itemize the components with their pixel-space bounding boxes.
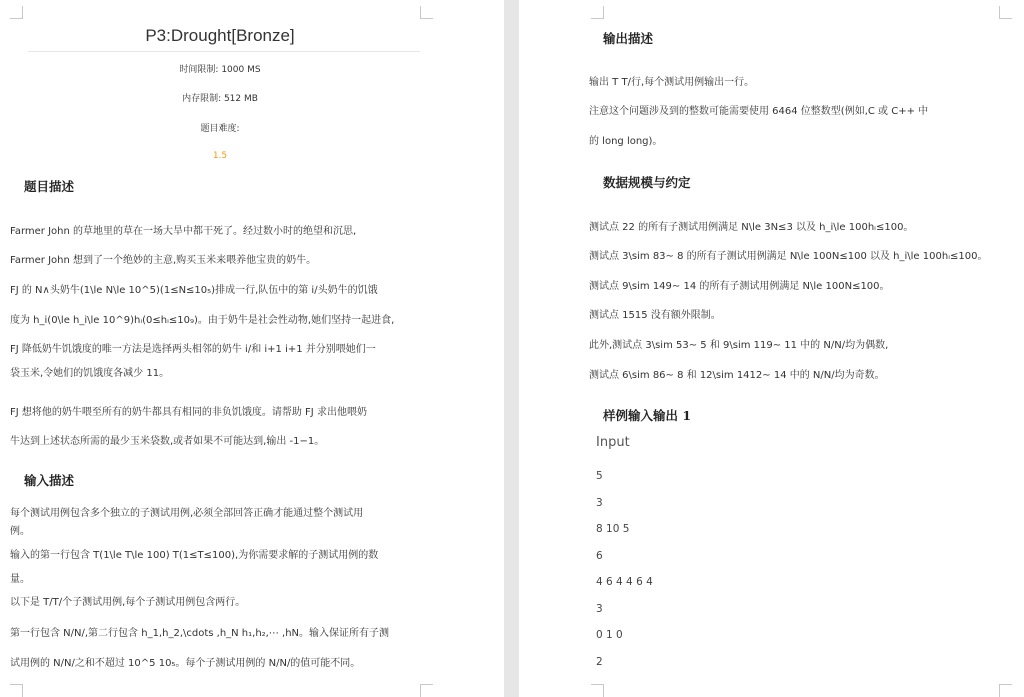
- document-page-right: [519, 0, 1024, 697]
- sample-line: 3: [596, 497, 603, 509]
- sample-line: 2: [596, 656, 603, 668]
- document-page-left: [0, 0, 504, 697]
- sample-line: 4 6 4 4 6 4: [596, 576, 653, 588]
- sample-line: 0 1 0: [596, 629, 623, 641]
- description-line: Farmer John 的草地里的草在一场大旱中都干死了。经过数小时的绝望和沉思,: [10, 226, 357, 237]
- input-desc-line: 第一行包含 N∕N∕,第二行包含 h_1,h_2,\cdots ,h_N h₁,h₂,⋯ ,hN。输入保证所有子测: [10, 628, 390, 639]
- input-desc-line: 输入的第一行包含 T(1\le T\le 100) T(1≤T≤100),为你需要求解的子测试用例的数: [10, 550, 379, 561]
- title-divider: [28, 51, 420, 52]
- constraints-line: 测试点 6\sim 86∼ 8 和 12\sim 1412∼ 14 中的 N∕N∕均为奇数。: [589, 370, 885, 381]
- input-desc-heading: 输入描述: [24, 473, 75, 488]
- output-desc-line: 的 long long)。: [589, 136, 663, 147]
- description-line: FJ 想将他的奶牛喂至所有的奶牛都具有相同的非负饥饿度。请帮助 FJ 求出他喂奶: [10, 407, 367, 418]
- corner-mark: [591, 684, 604, 697]
- output-desc-heading: 输出描述: [603, 31, 654, 46]
- difficulty-value: 1.5: [212, 151, 228, 161]
- description-line: 牛达到上述状态所需的最少玉米袋数,或者如果不可能达到,输出 -1−1。: [10, 436, 325, 447]
- input-desc-line: 每个测试用例包含多个独立的子测试用例,必须全部回答正确才能通过整个测试用: [10, 508, 364, 519]
- description-heading: 题目描述: [24, 179, 75, 194]
- constraints-line: 测试点 3\sim 83∼ 8 的所有子测试用例满足 N\le 100N≤100 以及 h_i\le 100hᵢ≤100。: [589, 251, 988, 262]
- input-desc-line: 试用例的 N∕N∕之和不超过 10^5 10₅。每个子测试用例的 N∕N∕的值可能不同。: [10, 658, 361, 669]
- description-line: 度为 h_i(0\le h_i\le 10^9)hᵢ(0≤hᵢ≤10₉)。由于奶牛是社会性动物,她们坚持一起进食,: [10, 315, 395, 326]
- memory-limit: 内存限制: 512 MB: [182, 94, 258, 104]
- corner-mark: [591, 6, 604, 19]
- difficulty-label: 题目难度:: [200, 124, 240, 134]
- output-desc-line: 输出 T T∕行,每个测试用例输出一行。: [589, 77, 755, 88]
- constraints-line: 测试点 9\sim 149∼ 14 的所有子测试用例满足 N\le 100N≤100。: [589, 281, 890, 292]
- description-line: Farmer John 想到了一个绝妙的主意,购买玉米来喂养他宝贵的奶牛。: [10, 255, 317, 266]
- constraints-line: 测试点 1515 没有额外限制。: [589, 310, 721, 321]
- input-desc-line: 以下是 T∕T∕个子测试用例,每个子测试用例包含两行。: [10, 597, 246, 608]
- corner-mark: [420, 684, 433, 697]
- sample-line: 8 10 5: [596, 523, 630, 535]
- output-desc-line: 注意这个问题涉及到的整数可能需要使用 6464 位整数型(例如,C 或 C++ 中: [589, 106, 929, 117]
- constraints-line: 此外,测试点 3\sim 53∼ 5 和 9\sim 119∼ 11 中的 N∕N∕均为偶数,: [589, 340, 889, 351]
- constraints-line: 测试点 22 的所有子测试用例满足 N\le 3N≤3 以及 h_i\le 100hᵢ≤100。: [589, 222, 914, 233]
- input-desc-line: 例。: [10, 526, 30, 537]
- sample-heading: 样例输入输出 1: [603, 408, 692, 423]
- corner-mark: [999, 6, 1012, 19]
- corner-mark: [10, 684, 23, 697]
- sample-line: 5: [596, 470, 603, 482]
- sample-line: 6: [596, 550, 603, 562]
- time-limit: 时间限制: 1000 MS: [179, 65, 261, 75]
- constraints-heading: 数据规模与约定: [603, 175, 691, 190]
- problem-title: P3:Drought[Bronze]: [145, 26, 295, 45]
- description-line: 袋玉米,令她们的饥饿度各减少 11。: [10, 368, 170, 379]
- sample-line: 3: [596, 603, 603, 615]
- description-line: FJ 的 N∧头奶牛(1\le N\le 10^5)(1≤N≤10₅)排成一行,队伍中的第 i∕头奶牛的饥饿: [10, 285, 378, 296]
- corner-mark: [10, 6, 23, 19]
- description-line: FJ 降低奶牛饥饿度的唯一方法是选择两头相邻的奶牛 i∕和 i+1 i+1 并分别喂她们一: [10, 344, 376, 355]
- input-desc-line: 量。: [10, 574, 30, 585]
- corner-mark: [999, 684, 1012, 697]
- corner-mark: [420, 6, 433, 19]
- sample-input-label: Input: [596, 435, 630, 450]
